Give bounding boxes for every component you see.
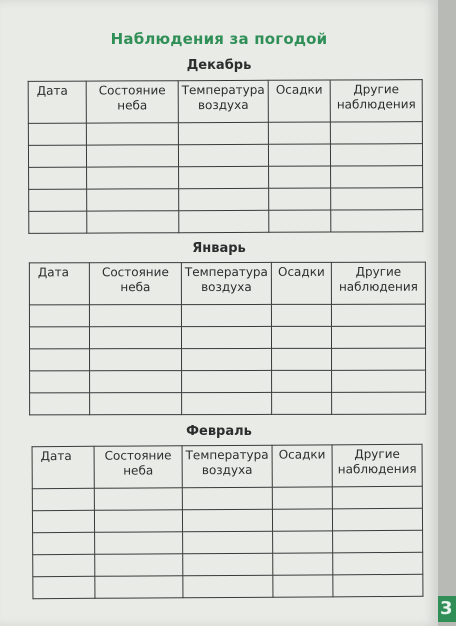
table-cell[interactable] [87,189,179,211]
table-cell[interactable] [271,326,331,348]
table-cell[interactable] [271,304,331,326]
weather-table-december [28,79,424,234]
table-row [29,326,425,349]
table-cell[interactable] [182,487,272,510]
table-cell[interactable] [28,145,86,167]
column-header-temperature: Температура воздуха [181,262,271,304]
table-cell[interactable] [330,144,422,166]
table-cell[interactable] [272,392,332,414]
table-cell[interactable] [269,166,331,188]
month-heading-january: Январь [192,241,246,256]
page-number: 3 [438,596,456,622]
table-row [32,508,422,532]
table-cell[interactable] [183,553,273,576]
table-cell[interactable] [272,348,332,370]
table-cell[interactable] [182,509,272,532]
table-cell[interactable] [273,531,333,553]
table-cell[interactable] [332,392,426,414]
table-cell[interactable] [333,552,423,575]
table-row [30,348,426,371]
table-cell[interactable] [86,123,178,145]
table-cell[interactable] [33,532,95,554]
table-cell[interactable] [179,166,269,188]
table-row [30,370,426,393]
table-cell[interactable] [332,486,422,509]
table-cell[interactable] [32,488,94,510]
table-cell[interactable] [179,210,269,232]
page-title: Наблюдения за погодой [110,30,328,48]
table-cell[interactable] [178,122,268,144]
table-header-row [32,444,422,488]
table-row [33,530,423,554]
table-row [29,166,423,190]
table-cell[interactable] [333,530,423,553]
column-header-date: Дата [28,81,86,123]
column-header-sky: Состояние неба [89,263,181,305]
table-cell[interactable] [30,371,90,393]
table-cell[interactable] [182,348,272,370]
table-cell[interactable] [273,553,333,575]
table-row [33,552,423,576]
table-cell[interactable] [181,326,271,348]
table-cell[interactable] [182,370,272,392]
table-cell[interactable] [89,305,181,327]
table-cell[interactable] [268,122,330,144]
table-cell[interactable] [178,144,268,166]
column-header-precipitation: Осадки [271,262,331,304]
table-cell[interactable] [330,122,422,144]
weather-table-january [29,262,426,416]
table-cell[interactable] [269,210,331,232]
table-cell[interactable] [272,509,332,531]
table-cell[interactable] [33,576,95,598]
table-cell[interactable] [181,304,271,326]
table-cell[interactable] [331,210,423,232]
table-cell[interactable] [332,370,426,392]
table-cell[interactable] [331,326,425,348]
table-cell[interactable] [179,188,269,210]
table-cell[interactable] [29,189,87,211]
table-cell[interactable] [90,371,182,393]
column-header-precipitation: Осадки [268,80,330,122]
column-header-sky: Состояние неба [94,446,182,489]
column-header-date: Дата [32,446,94,488]
table-cell[interactable] [29,327,89,349]
table-cell[interactable] [30,349,90,371]
weather-table-february [32,444,424,599]
table-cell[interactable] [87,167,179,189]
table-cell[interactable] [95,532,183,555]
table-cell[interactable] [90,349,182,371]
table-cell[interactable] [90,393,182,415]
column-header-date: Дата [29,263,89,305]
table-cell[interactable] [183,575,273,598]
table-cell[interactable] [30,393,90,415]
table-cell[interactable] [29,167,87,189]
table-cell[interactable] [94,510,182,533]
month-heading-december: Декабрь [186,58,252,73]
table-header-row [29,262,425,305]
table-cell[interactable] [331,166,423,188]
table-cell[interactable] [29,305,89,327]
column-header-other: Другие наблюдения [331,262,425,304]
table-header-row [28,80,422,124]
table-cell[interactable] [332,348,426,370]
table-cell[interactable] [333,574,423,597]
column-header-temperature: Температура воздуха [178,80,268,122]
table-cell[interactable] [89,327,181,349]
table-row [28,122,422,146]
table-cell[interactable] [87,211,179,233]
table-row [29,304,425,327]
table-cell[interactable] [268,144,330,166]
table-cell[interactable] [272,370,332,392]
column-header-other: Другие наблюдения [330,80,422,122]
table-cell[interactable] [331,188,423,210]
month-heading-february: Февраль [186,424,252,439]
table-cell[interactable] [269,188,331,210]
table-row [28,144,422,168]
table-row [29,188,423,212]
column-header-temperature: Температура воздуха [182,445,272,488]
table-cell[interactable] [33,554,95,576]
table-row [32,486,422,510]
table-cell[interactable] [86,145,178,167]
table-cell[interactable] [182,392,272,414]
column-header-precipitation: Осадки [272,445,332,487]
page-edge [438,0,456,626]
table-cell[interactable] [94,488,182,511]
table-cell[interactable] [272,487,332,509]
table-cell[interactable] [183,531,273,554]
table-row [29,210,423,234]
table-cell[interactable] [332,508,422,531]
table-cell[interactable] [95,576,183,599]
column-header-sky: Состояние неба [86,81,178,123]
table-row [33,574,423,598]
column-header-other: Другие наблюдения [332,444,422,487]
table-cell[interactable] [95,554,183,577]
table-row [30,392,426,415]
table-cell[interactable] [32,510,94,532]
table-cell[interactable] [331,304,425,326]
table-cell[interactable] [29,211,87,233]
table-cell[interactable] [273,575,333,597]
table-cell[interactable] [28,123,86,145]
